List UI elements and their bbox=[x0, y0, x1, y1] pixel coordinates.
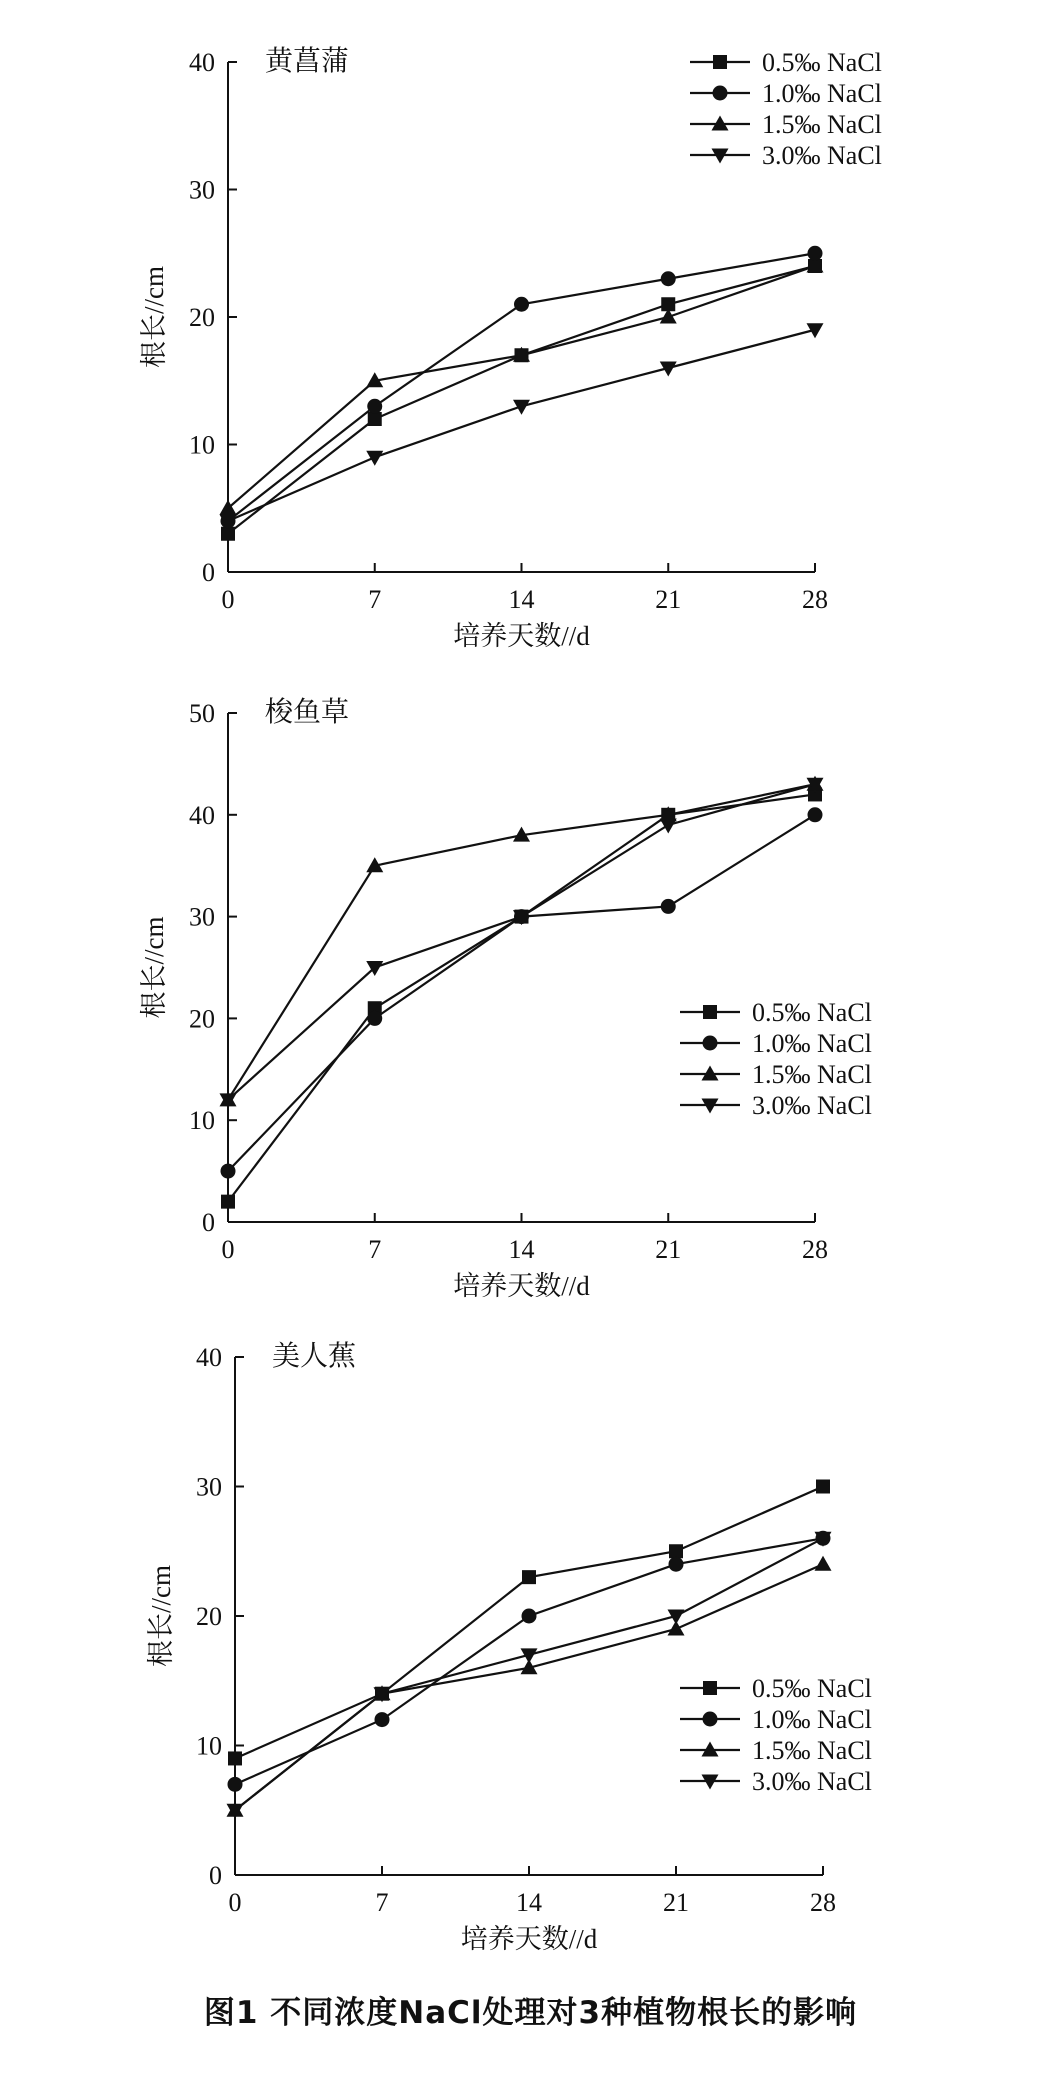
data-point bbox=[228, 1777, 243, 1792]
legend-label: 3.0‰ NaCl bbox=[752, 1767, 872, 1796]
legend-label: 0.5‰ NaCl bbox=[762, 48, 882, 77]
y-tick-label: 40 bbox=[189, 48, 215, 77]
y-tick-label: 10 bbox=[189, 430, 215, 460]
figure-caption: 图1 不同浓度NaCl处理对3种植物根长的影响 bbox=[203, 1995, 858, 2031]
legend-label: 1.5‰ NaCl bbox=[752, 1060, 872, 1089]
y-tick-label: 0 bbox=[209, 1861, 222, 1890]
series-line-2 bbox=[228, 253, 815, 521]
data-point bbox=[514, 297, 529, 312]
y-tick-label: 40 bbox=[189, 800, 215, 830]
x-tick-label: 21 bbox=[663, 1888, 689, 1917]
data-point bbox=[661, 899, 676, 914]
x-tick-label: 7 bbox=[368, 1235, 382, 1264]
x-axis-label: 培养天数//d bbox=[453, 1271, 590, 1301]
legend-label: 1.0‰ NaCl bbox=[752, 1029, 872, 1058]
y-tick-label: 40 bbox=[196, 1343, 222, 1372]
legend-marker bbox=[703, 1005, 717, 1019]
x-tick-label: 7 bbox=[375, 1888, 389, 1917]
y-tick-label: 20 bbox=[189, 303, 215, 332]
y-tick-label: 50 bbox=[189, 699, 215, 728]
x-tick-label: 0 bbox=[228, 1888, 242, 1917]
x-tick-label: 28 bbox=[810, 1888, 836, 1917]
y-tick-label: 20 bbox=[189, 1004, 215, 1034]
legend bbox=[680, 1674, 872, 1796]
panel-title: 梭鱼草 bbox=[265, 697, 350, 728]
panel-title: 黄菖蒲 bbox=[265, 46, 350, 77]
x-tick-label: 0 bbox=[221, 585, 235, 614]
legend-label: 0.5‰ NaCl bbox=[752, 1674, 872, 1703]
y-tick-label: 10 bbox=[196, 1731, 222, 1761]
x-tick-label: 0 bbox=[221, 1235, 235, 1264]
legend-label: 1.5‰ NaCl bbox=[762, 110, 882, 139]
x-tick-label: 28 bbox=[802, 585, 828, 614]
x-axis-label: 培养天数//d bbox=[460, 1924, 598, 1954]
x-tick-label: 21 bbox=[655, 585, 682, 614]
y-tick-label: 20 bbox=[196, 1602, 222, 1631]
legend-marker bbox=[703, 1712, 718, 1727]
data-point bbox=[228, 1751, 242, 1765]
x-tick-label: 14 bbox=[508, 585, 535, 614]
y-tick-label: 0 bbox=[202, 558, 215, 587]
legend-marker bbox=[713, 86, 728, 101]
x-tick-label: 21 bbox=[655, 1235, 682, 1264]
data-point bbox=[660, 818, 677, 833]
legend-label: 0.5‰ NaCl bbox=[752, 998, 872, 1027]
x-tick-label: 28 bbox=[802, 1235, 828, 1264]
data-point bbox=[368, 412, 382, 426]
data-point bbox=[367, 1011, 382, 1026]
legend-marker bbox=[703, 1681, 717, 1695]
data-point bbox=[375, 1712, 390, 1727]
y-tick-label: 0 bbox=[202, 1208, 215, 1237]
x-axis-label: 培养天数//d bbox=[453, 621, 590, 651]
legend-marker bbox=[713, 55, 727, 69]
y-axis-label: 根长//cm bbox=[139, 266, 169, 368]
data-point bbox=[816, 1480, 830, 1494]
legend-label: 3.0‰ NaCl bbox=[762, 141, 882, 170]
legend-label: 1.0‰ NaCl bbox=[762, 79, 882, 108]
x-tick-label: 14 bbox=[516, 1888, 542, 1917]
y-tick-label: 30 bbox=[189, 175, 215, 205]
data-point bbox=[221, 1164, 236, 1179]
data-point bbox=[367, 399, 382, 414]
series-line-2 bbox=[228, 815, 815, 1171]
data-point bbox=[669, 1557, 684, 1572]
x-tick-label: 7 bbox=[368, 585, 382, 614]
series-line-1 bbox=[228, 794, 815, 1201]
data-point bbox=[669, 1544, 683, 1558]
legend bbox=[680, 998, 872, 1120]
data-point bbox=[815, 1556, 832, 1571]
chart-1 bbox=[139, 45, 882, 651]
legend-marker bbox=[703, 1036, 718, 1051]
y-tick-label: 30 bbox=[196, 1472, 222, 1502]
data-point bbox=[808, 807, 823, 822]
data-point bbox=[522, 1570, 536, 1584]
legend-label: 1.0‰ NaCl bbox=[752, 1705, 872, 1734]
legend-label: 3.0‰ NaCl bbox=[752, 1091, 872, 1120]
chart-3 bbox=[146, 1340, 872, 1954]
x-tick-label: 14 bbox=[508, 1235, 535, 1264]
y-tick-label: 10 bbox=[189, 1106, 215, 1136]
chart-2 bbox=[139, 696, 872, 1301]
y-axis-label: 根长//cm bbox=[146, 1565, 176, 1667]
legend bbox=[690, 48, 882, 170]
y-axis-label: 根长//cm bbox=[139, 916, 169, 1019]
data-point bbox=[366, 451, 383, 466]
data-point bbox=[522, 1609, 537, 1624]
data-point bbox=[661, 271, 676, 286]
legend-label: 1.5‰ NaCl bbox=[752, 1736, 872, 1765]
data-point bbox=[221, 1195, 235, 1209]
y-tick-label: 30 bbox=[189, 902, 215, 932]
panel-title: 美人蕉 bbox=[272, 1341, 357, 1372]
